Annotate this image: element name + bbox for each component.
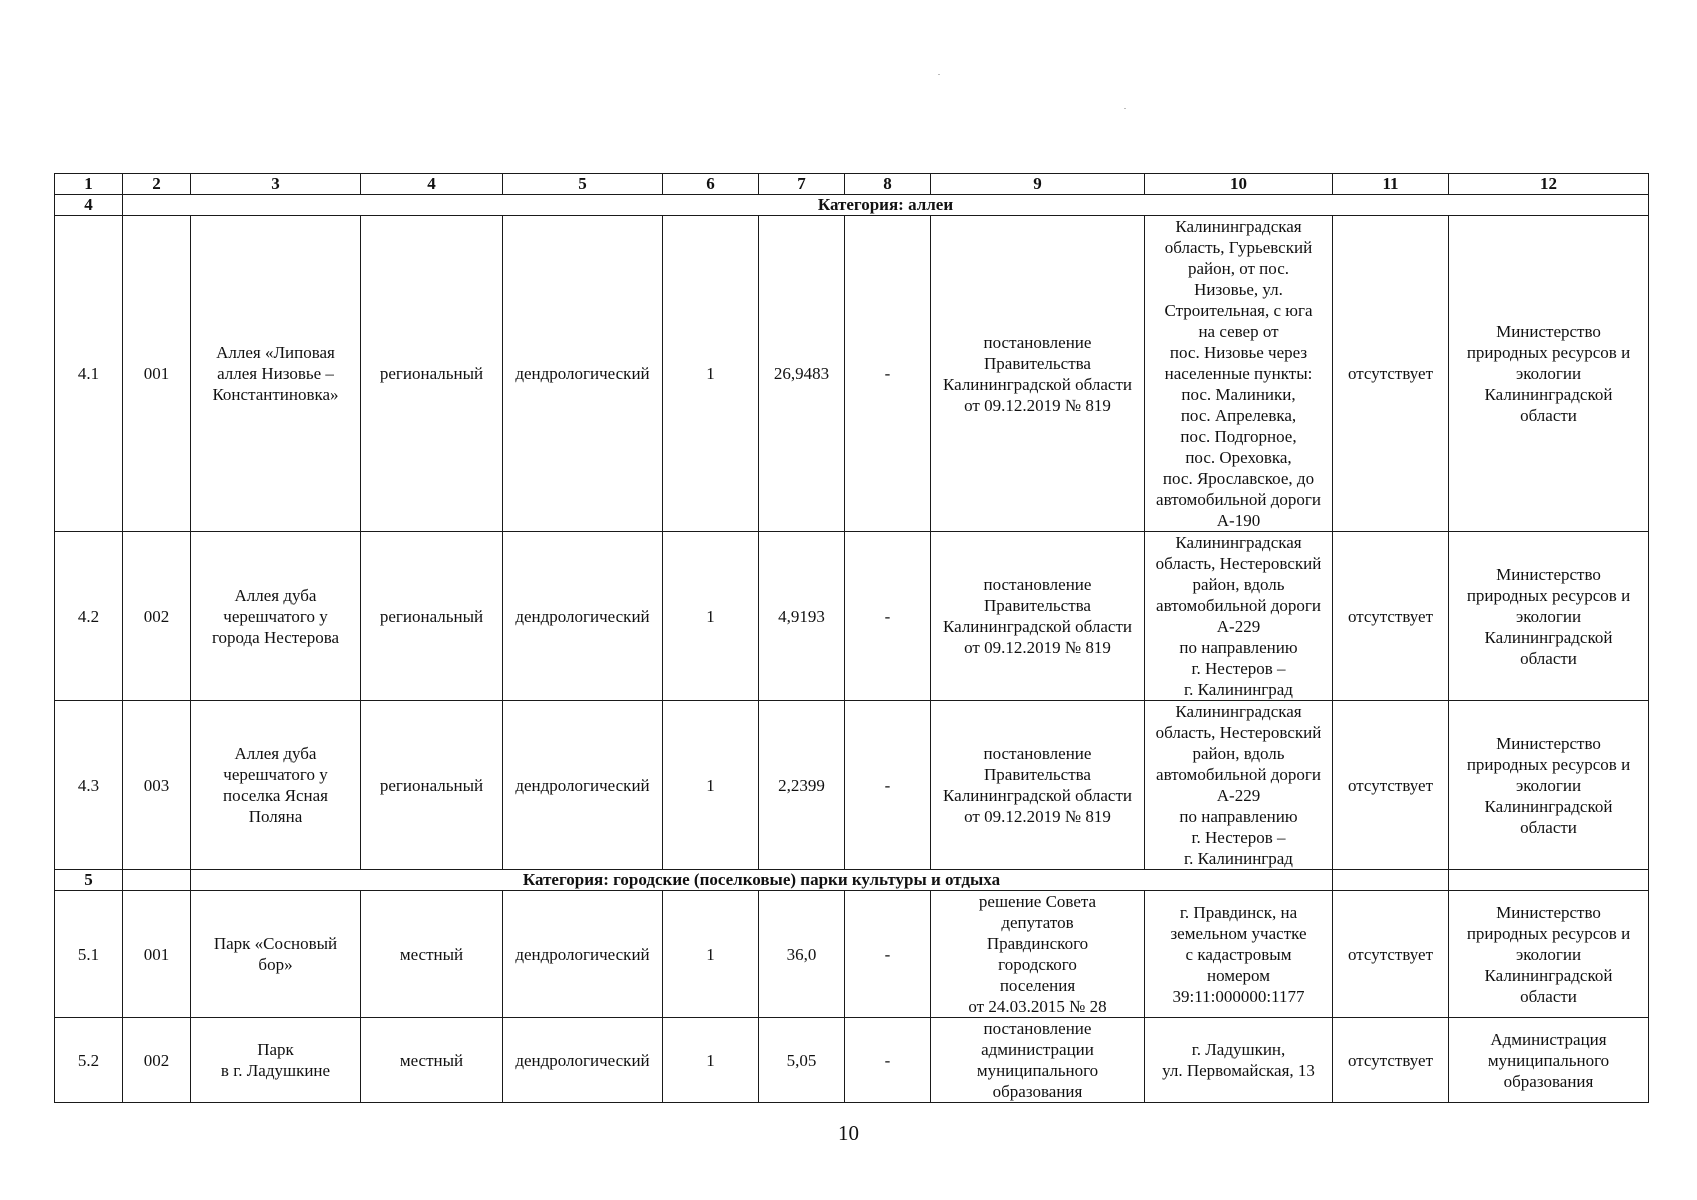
cell-profile: дендрологический (503, 216, 663, 532)
cell-area: 36,0 (759, 891, 845, 1018)
table-row (55, 701, 1649, 870)
cell-item-number: 4.2 (55, 532, 123, 701)
cell-name: Парк «Сосновый бор» (191, 891, 361, 1018)
cell-legal-act: постановление Правительства Калининградской области от 09.12.2019 № 819 (931, 216, 1145, 532)
category-title: Категория: аллеи (123, 195, 1649, 216)
cell-item-number: 4.1 (55, 216, 123, 532)
cell-authority: Администрация муниципального образования (1449, 1018, 1649, 1103)
cell-code: 002 (123, 1018, 191, 1103)
cell-authority: Министерство природных ресурсов и экологии Калининградской области (1449, 216, 1649, 532)
cell-authority: Министерство природных ресурсов и экологии Калининградской области (1449, 891, 1649, 1018)
column-number: 11 (1333, 174, 1449, 195)
cell-significance: региональный (361, 532, 503, 701)
cell-cluster: отсутствует (1333, 216, 1449, 532)
cell-area: 5,05 (759, 1018, 845, 1103)
cell-buffer-area: - (845, 701, 931, 870)
cell-location: г. Правдинск, на земельном участке с кадастровым номером 39:11:000000:1177 (1145, 891, 1333, 1018)
cell-count: 1 (663, 701, 759, 870)
cell-profile: дендрологический (503, 532, 663, 701)
cell-code: 003 (123, 701, 191, 870)
cell-significance: местный (361, 891, 503, 1018)
cell-name: Аллея «Липовая аллея Низовье – Константиновка» (191, 216, 361, 532)
cell-cluster: отсутствует (1333, 532, 1449, 701)
category-number: 4 (55, 195, 123, 216)
cell-area: 26,9483 (759, 216, 845, 532)
cell-name: Аллея дуба черешчатого у города Нестерова (191, 532, 361, 701)
scan-speck (1124, 108, 1126, 109)
column-number: 9 (931, 174, 1145, 195)
column-number: 3 (191, 174, 361, 195)
cell-buffer-area: - (845, 891, 931, 1018)
cell-location: Калининградская область, Нестеровский район, вдоль автомобильной дороги А-229 по направлению г. Нестеров – г. Калининград (1145, 701, 1333, 870)
cell-significance: местный (361, 1018, 503, 1103)
cell-location: г. Ладушкин, ул. Первомайская, 13 (1145, 1018, 1333, 1103)
cell-cluster: отсутствует (1333, 701, 1449, 870)
cell-authority: Министерство природных ресурсов и экологии Калининградской области (1449, 532, 1649, 701)
column-number: 6 (663, 174, 759, 195)
table-row (55, 1018, 1649, 1103)
column-number: 12 (1449, 174, 1649, 195)
cell-cluster: отсутствует (1333, 891, 1449, 1018)
column-number-row (55, 174, 1649, 195)
cell-count: 1 (663, 532, 759, 701)
category-number: 5 (55, 870, 123, 891)
cell-item-number: 5.1 (55, 891, 123, 1018)
cell-name: Аллея дуба черешчатого у поселка Ясная Поляна (191, 701, 361, 870)
cell-code: 002 (123, 532, 191, 701)
cell-area: 4,9193 (759, 532, 845, 701)
category-row (55, 870, 1649, 891)
cell-significance: региональный (361, 216, 503, 532)
category-empty-cell (1449, 870, 1649, 891)
cell-legal-act: решение Совета депутатов Правдинского городского поселения от 24.03.2015 № 28 (931, 891, 1145, 1018)
column-number: 1 (55, 174, 123, 195)
column-number: 10 (1145, 174, 1333, 195)
category-title: Категория: городские (поселковые) парки культуры и отдыха (191, 870, 1333, 891)
cell-buffer-area: - (845, 532, 931, 701)
table-row (55, 532, 1649, 701)
cell-location: Калининградская область, Гурьевский район, от пос. Низовье, ул. Строительная, с юга на север от пос. Низовье через населенные пункты: пос. Малиники, пос. Апрелевка, пос. Подгорное, пос. Ореховка, пос. Ярославское, до автомобильной дороги А-190 (1145, 216, 1333, 532)
cell-item-number: 4.3 (55, 701, 123, 870)
cell-profile: дендрологический (503, 891, 663, 1018)
cell-profile: дендрологический (503, 1018, 663, 1103)
cell-code: 001 (123, 216, 191, 532)
category-empty-cell (1333, 870, 1449, 891)
cell-count: 1 (663, 216, 759, 532)
page-number: 10 (838, 1121, 859, 1145)
cell-count: 1 (663, 1018, 759, 1103)
column-number: 2 (123, 174, 191, 195)
cell-area: 2,2399 (759, 701, 845, 870)
category-empty-cell (123, 870, 191, 891)
category-row (55, 195, 1649, 216)
cell-name: Парк в г. Ладушкине (191, 1018, 361, 1103)
column-number: 7 (759, 174, 845, 195)
column-number: 5 (503, 174, 663, 195)
cell-location: Калининградская область, Нестеровский район, вдоль автомобильной дороги А-229 по направлению г. Нестеров – г. Калининград (1145, 532, 1333, 701)
cell-profile: дендрологический (503, 701, 663, 870)
cell-significance: региональный (361, 701, 503, 870)
column-number: 8 (845, 174, 931, 195)
cell-authority: Министерство природных ресурсов и экологии Калининградской области (1449, 701, 1649, 870)
column-number: 4 (361, 174, 503, 195)
cell-code: 001 (123, 891, 191, 1018)
scan-speck (938, 74, 940, 75)
cell-buffer-area: - (845, 1018, 931, 1103)
table-row (55, 891, 1649, 1018)
cell-legal-act: постановление Правительства Калининградской области от 09.12.2019 № 819 (931, 532, 1145, 701)
cell-cluster: отсутствует (1333, 1018, 1449, 1103)
cell-buffer-area: - (845, 216, 931, 532)
cell-legal-act: постановление администрации муниципального образования (931, 1018, 1145, 1103)
cell-count: 1 (663, 891, 759, 1018)
cell-item-number: 5.2 (55, 1018, 123, 1103)
registry-table (54, 173, 1649, 1103)
table-row (55, 216, 1649, 532)
cell-legal-act: постановление Правительства Калининградской области от 09.12.2019 № 819 (931, 701, 1145, 870)
